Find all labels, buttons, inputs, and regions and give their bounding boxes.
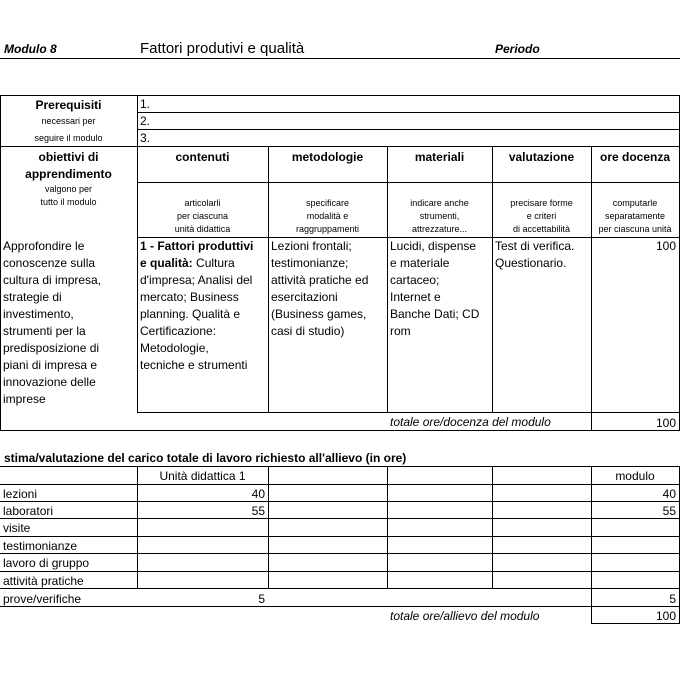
col-metodologie: metodologie (291, 150, 364, 164)
stima-title: stima/valutazione del carico totale di lavoro richiesto all'allievo (in ore) (4, 451, 407, 465)
hint-obiettivi-1: valgono per (44, 184, 93, 194)
stima-modulo-header: modulo (615, 469, 655, 483)
hint-materiali-1: indicare anche (410, 198, 469, 208)
materiali-line: Internet e (390, 290, 441, 304)
obiettivi-line: predisposizione di (3, 341, 100, 355)
stima-row-label: attività pratiche (3, 574, 84, 588)
contenuti-unit-title: 1 - Fattori produttivi (140, 239, 254, 253)
prereq-label: Prerequisiti (35, 98, 102, 112)
col-obiettivi-line1: obiettivi di (38, 150, 99, 164)
stima-row-modulo: 55 (662, 504, 676, 518)
contenuti-cell (140, 238, 268, 374)
hint-valutazione-2: e criteri (526, 211, 557, 221)
hint-contenuti-1: articolarli (184, 198, 221, 208)
metodologie-line: casi di studio) (271, 324, 345, 338)
module-number: Modulo 8 (4, 42, 57, 56)
totale-allievo-value: 100 (655, 609, 676, 623)
valutazione-line: Test di verifica. (495, 239, 575, 253)
obiettivi-line: piani di impresa e (3, 358, 98, 372)
stima-row-label: lezioni (3, 487, 38, 501)
prereq-item-3: 3. (140, 131, 151, 145)
metodologie-line: (Business games, (271, 307, 367, 321)
hint-ore-2: separatamente (604, 211, 666, 221)
hint-materiali-3: attrezzature... (411, 224, 468, 234)
hint-ore-1: computarle (612, 198, 658, 208)
metodologie-cell (271, 238, 387, 340)
contenuti-line: Metodologie, (140, 341, 209, 355)
totale-docenza-value: 100 (655, 416, 676, 430)
metodologie-line: Lezioni frontali; (271, 239, 352, 253)
prereq-item-1: 1. (140, 97, 151, 111)
stima-row-modulo: 5 (669, 592, 676, 606)
stima-row-ud: 40 (251, 487, 265, 501)
header-underline (0, 58, 680, 59)
col-materiali: materiali (414, 150, 465, 164)
stima-row-label: lavoro di gruppo (3, 556, 90, 570)
obiettivi-line: conoscenze sulla (3, 256, 96, 270)
metodologie-line: esercitazioni (271, 290, 338, 304)
contenuti-line: d'impresa; Analisi del (140, 273, 253, 287)
contenuti-line: Certificazione: (140, 324, 217, 338)
hint-metodologie-3: raggruppamenti (295, 224, 360, 234)
contenuti-line: planning. Qualità e (140, 307, 241, 321)
materiali-line: Banche Dati; CD (390, 307, 480, 321)
materiali-cell (390, 238, 492, 340)
col-contenuti: contenuti (175, 150, 230, 164)
valutazione-cell (495, 238, 591, 272)
materiali-line: cartaceo; (390, 273, 440, 287)
stima-row-label: prove/verifiche (3, 592, 82, 606)
metodologie-line: attività pratiche ed (271, 273, 369, 287)
hint-materiali-2: strumenti, (419, 211, 460, 221)
hint-contenuti-3: unità didattica (174, 224, 231, 234)
col-ore-docenza: ore docenza (599, 150, 671, 164)
obiettivi-line: cultura di impresa, (3, 273, 102, 287)
stima-row-ud: 5 (258, 592, 265, 606)
col-valutazione: valutazione (508, 150, 575, 164)
prereq-sub2: seguire il modulo (34, 133, 103, 143)
obiettivi-line: strategie di (3, 290, 62, 304)
hint-contenuti-2: per ciascuna (176, 211, 229, 221)
prereq-item-2: 2. (140, 114, 151, 128)
contenuti-line: tecniche e strumenti (140, 358, 248, 372)
totale-docenza-label: totale ore/docenza del modulo (390, 415, 551, 429)
obiettivi-line: investimento, (3, 307, 74, 321)
obiettivi-line: innovazione delle (3, 375, 96, 389)
hint-obiettivi-2: tutto il modulo (40, 197, 97, 207)
contenuti-line: mercato; Business (140, 290, 239, 304)
stima-ud-header: Unità didattica 1 (159, 469, 246, 483)
contenuti-line: Cultura (192, 256, 235, 270)
ore-docenza-value: 100 (655, 239, 676, 253)
stima-row-label: visite (3, 521, 31, 535)
materiali-line: Lucidi, dispense (390, 239, 477, 253)
stima-row-modulo: 40 (662, 487, 676, 501)
obiettivi-line: imprese (3, 392, 46, 406)
hint-metodologie-1: specificare (305, 198, 350, 208)
period-label: Periodo (495, 42, 540, 56)
materiali-line: rom (390, 324, 411, 338)
hint-valutazione-1: precisare forme (510, 198, 573, 208)
materiali-line: e materiale (390, 256, 450, 270)
hint-metodologie-2: modalità e (306, 211, 349, 221)
obiettivi-line: strumenti per la (3, 324, 86, 338)
col-obiettivi-line2: apprendimento (25, 167, 112, 181)
obiettivi-cell (3, 238, 136, 408)
prereq-sub1: necessari per (41, 116, 96, 126)
stima-row-label: laboratori (3, 504, 54, 518)
obiettivi-line: Approfondire le (3, 239, 85, 253)
totale-allievo-label: totale ore/allievo del modulo (390, 609, 540, 623)
stima-row-label: testimonianze (3, 539, 78, 553)
contenuti-unit-title-2: e qualità: (140, 256, 193, 270)
hint-ore-3: per ciascuna unità (598, 224, 672, 234)
metodologie-line: testimonianze; (271, 256, 349, 270)
module-title: Fattori produtivi e qualità (140, 40, 305, 57)
valutazione-line: Questionario. (495, 256, 567, 270)
stima-row-ud: 55 (251, 504, 265, 518)
hint-valutazione-3: di accettabilità (512, 224, 571, 234)
